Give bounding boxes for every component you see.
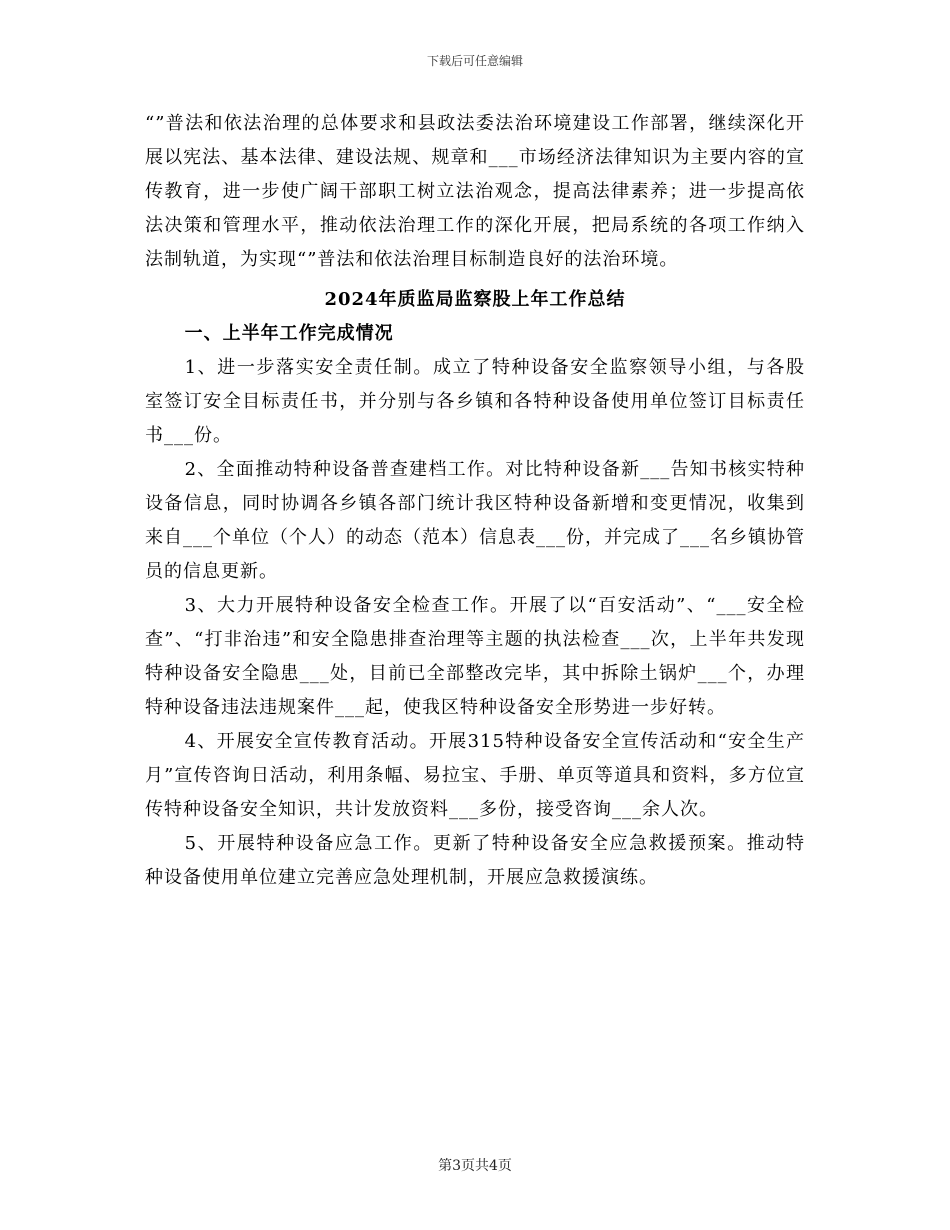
list-item: 4、开展安全宣传教育活动。开展315特种设备安全宣传活动和“安全生产月”宣传咨询日活动，利用条幅、易拉宝、手册、单页等道具和资料，多方位宣传特种设备安全知识，共计发放资料___多份，接受咨询___余人次。 <box>145 731 805 820</box>
section-heading: 一、上半年工作完成情况 <box>184 323 394 344</box>
list-item: 3、大力开展特种设备安全检查工作。开展了以“百安活动”、“___安全检查”、“打非治违”和安全隐患排查治理等主题的执法检查___次，上半年共发现特种设备安全隐患___处，目前已全部整改完毕，其中拆除土锅炉___个，办理特种设备违法违规案件___起，使我区特种设备安全形势进一步好转。 <box>145 595 805 718</box>
list-item: 2、全面推动特种设备普查建档工作。对比特种设备新___告知书核实特种设备信息，同时协调各乡镇各部门统计我区特种设备新增和变更情况，收集到来自___个单位（个人）的动态（范本）信息表___份，并完成了___名乡镇协管员的信息更新。 <box>145 459 805 582</box>
list-item: 5、开展特种设备应急工作。更新了特种设备安全应急救援预案。推动特种设备使用单位建立完善应急处理机制，开展应急救援演练。 <box>145 833 805 888</box>
list-item: 1、进一步落实安全责任制。成立了特种设备安全监察领导小组，与各股室签订安全目标责任书，并分别与各乡镇和各特种设备使用单位签订目标责任书___份。 <box>145 357 805 446</box>
intro-paragraph: “”普法和依法治理的总体要求和县政法委法治环境建设工作部署，继续深化开展以宪法、基本法律、建设法规、规章和___市场经济法律知识为主要内容的宣传教育，进一步使广阔干部职工树立法治观念，提高法律素养；进一步提高依法决策和管理水平，推动依法治理工作的深化开展，把局系统的各项工作纳入法制轨道，为实现“”普法和依法治理目标制造良好的法治环境。 <box>145 113 805 270</box>
document-body <box>145 107 805 895</box>
page-number: 第3页共4页 <box>438 1158 512 1174</box>
page-header-note: 下载后可任意编辑 <box>426 54 523 68</box>
document-title: 2024年质监局监察股上年工作总结 <box>324 289 626 310</box>
